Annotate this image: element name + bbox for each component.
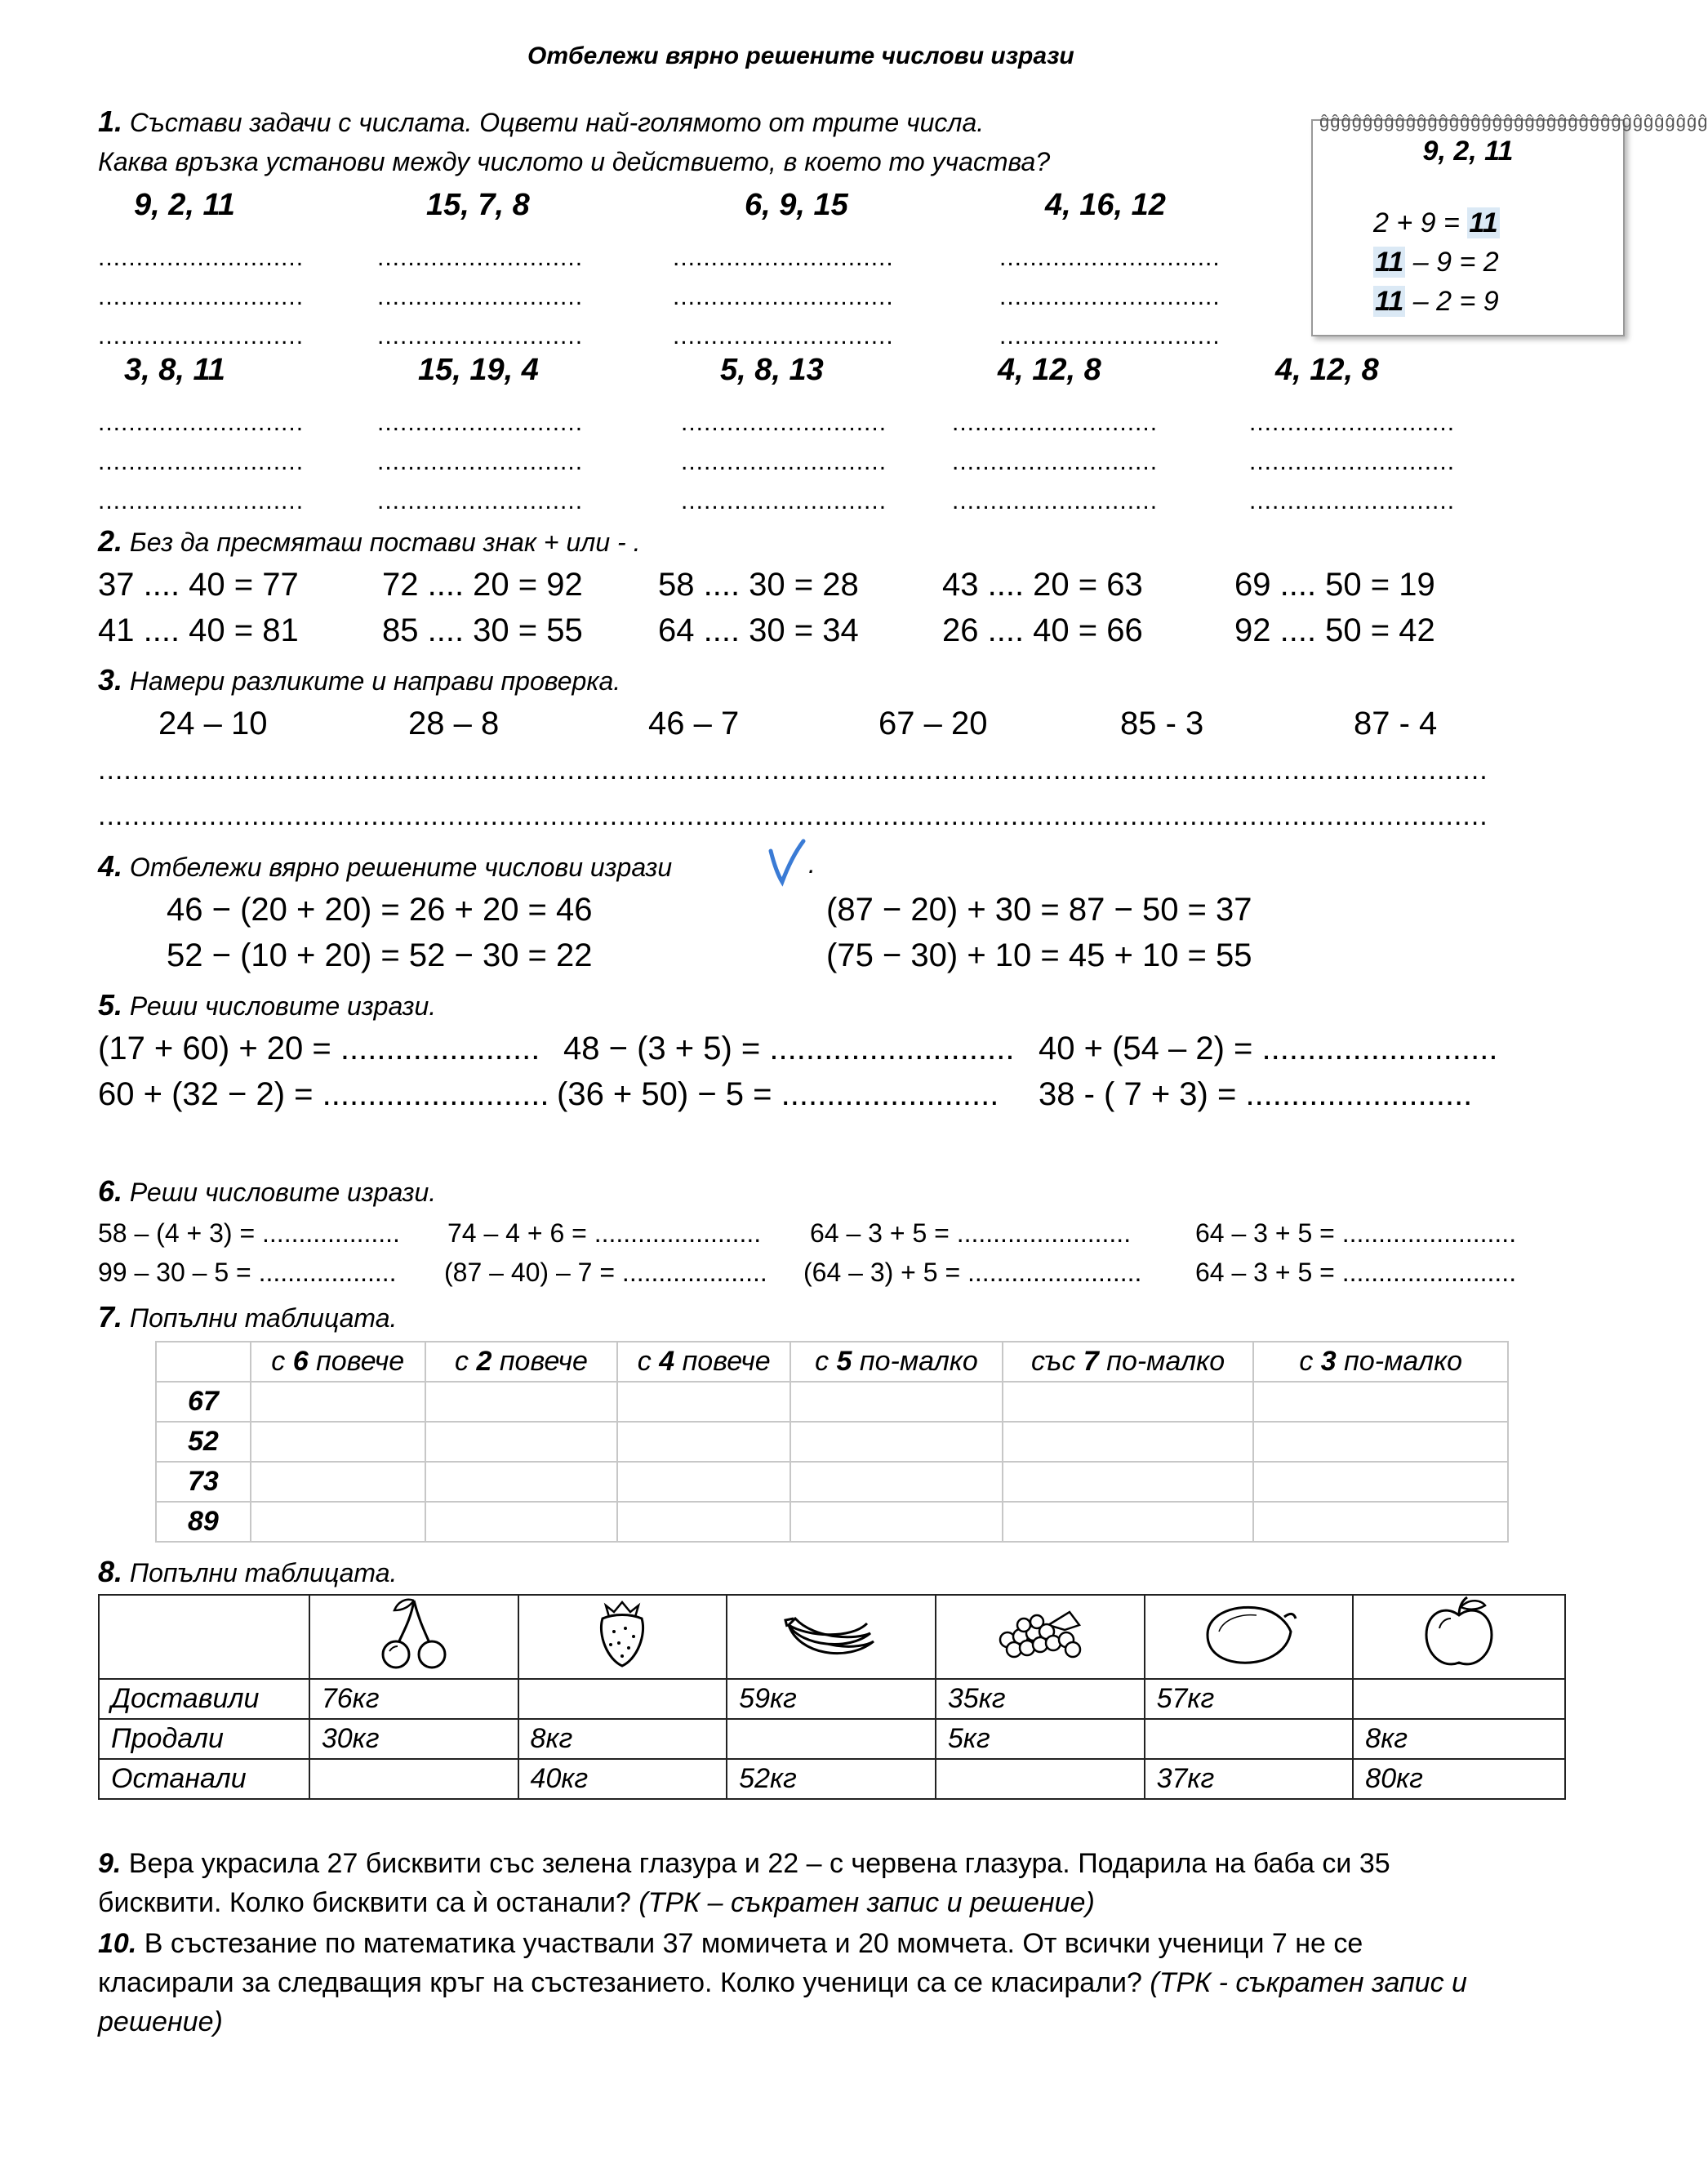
task7-text: Попълни таблицата. xyxy=(129,1303,398,1333)
task9-problem xyxy=(98,1844,1390,1922)
task10-line xyxy=(98,1924,1467,1963)
task8-text: Попълни таблицата. xyxy=(129,1558,398,1587)
answer-line: ............................. xyxy=(999,283,1221,310)
table-cell[interactable] xyxy=(936,1759,1145,1799)
sign-equation: 43 .... 20 = 63 xyxy=(942,567,1143,603)
difference-item: 46 – 7 xyxy=(648,706,740,741)
table-cell[interactable]: 59кг xyxy=(727,1679,936,1719)
table-corner-cell xyxy=(156,1342,251,1382)
expression-item: (87 – 40) – 7 = .................... xyxy=(444,1258,767,1287)
answer-line: ........................... xyxy=(952,488,1159,514)
example-note-card xyxy=(1311,111,1708,336)
task1-text-1: Състави задачи с числата. Оцвети най-голямото от трите числа. xyxy=(129,108,985,137)
table-cell[interactable] xyxy=(1353,1679,1565,1719)
answer-line: ............................. xyxy=(673,244,894,271)
answer-line: ........................... xyxy=(1249,448,1456,475)
sign-equation: 64 .... 30 = 34 xyxy=(658,612,859,648)
answer-line: ........................... xyxy=(98,323,305,350)
table-cell[interactable] xyxy=(1145,1719,1354,1759)
answer-cell[interactable] xyxy=(617,1462,790,1502)
example-line xyxy=(1373,247,1499,278)
answer-cell[interactable] xyxy=(251,1382,425,1422)
table-cell[interactable]: 8кг xyxy=(1353,1719,1565,1759)
answer-lines xyxy=(681,403,887,521)
difference-item: 28 – 8 xyxy=(408,706,500,741)
task3-heading xyxy=(98,663,620,697)
row-header: 89 xyxy=(156,1502,251,1542)
answer-lines xyxy=(673,238,894,356)
task5-text: Реши числовите изрази. xyxy=(129,991,437,1021)
answer-cell[interactable] xyxy=(1003,1422,1254,1462)
sign-equation: 85 .... 30 = 55 xyxy=(382,612,583,648)
answer-cell[interactable] xyxy=(1253,1502,1508,1542)
answer-cell[interactable] xyxy=(790,1382,1003,1422)
expression-item: 48 − (3 + 5) = ........................... xyxy=(563,1031,1015,1066)
task7-heading xyxy=(98,1300,397,1334)
answer-cell[interactable] xyxy=(790,1462,1003,1502)
expression-item: (17 + 60) + 20 = ...................... xyxy=(98,1031,540,1066)
task10-problem xyxy=(98,1924,1467,2042)
answer-cell[interactable] xyxy=(617,1422,790,1462)
answer-cell[interactable] xyxy=(1253,1422,1508,1462)
answer-line: ................................................................................................................................................................... xyxy=(98,755,1488,786)
example-highlight: 11 xyxy=(1375,286,1404,317)
apple-icon xyxy=(1420,1596,1498,1671)
task4-period: . xyxy=(808,849,816,879)
triplet: 9, 2, 11 xyxy=(134,188,235,222)
triplet: 15, 19, 4 xyxy=(418,353,539,387)
task9-number: 9. xyxy=(98,1848,122,1879)
answer-cell[interactable] xyxy=(425,1422,618,1462)
bananas-icon xyxy=(782,1601,880,1666)
expression-item: (36 + 50) − 5 = ........................ xyxy=(557,1076,999,1112)
grapes-icon xyxy=(991,1601,1089,1666)
table-cell[interactable]: 37кг xyxy=(1145,1759,1354,1799)
answer-lines xyxy=(1249,403,1455,521)
example-highlight: 11 xyxy=(1375,247,1404,278)
answer-line: ........................... xyxy=(1249,409,1456,436)
checkmark-icon xyxy=(766,836,808,888)
row-header: 67 xyxy=(156,1382,251,1422)
answer-lines xyxy=(98,238,304,356)
answer-line: ........................... xyxy=(377,409,584,436)
answer-cell[interactable] xyxy=(617,1502,790,1542)
cherries-icon xyxy=(373,1596,455,1671)
sign-equation: 69 .... 50 = 19 xyxy=(1234,567,1435,603)
answer-line: ........................... xyxy=(98,244,305,271)
table-row xyxy=(99,1679,1565,1719)
answer-line: ........................... xyxy=(952,409,1159,436)
table-row xyxy=(156,1382,1508,1422)
answer-line: ........................... xyxy=(98,488,305,514)
table-cell[interactable]: 35кг xyxy=(936,1679,1145,1719)
table-cell[interactable] xyxy=(518,1679,727,1719)
example-highlight: 11 xyxy=(1469,207,1498,238)
difference-item: 67 – 20 xyxy=(878,706,988,741)
answer-line: ........................... xyxy=(681,448,887,475)
task2-heading xyxy=(98,524,640,559)
example-text: – 2 = 9 xyxy=(1405,286,1499,317)
expression-item: 60 + (32 − 2) = ......................... xyxy=(98,1076,549,1112)
table-cell[interactable]: 5кг xyxy=(936,1719,1145,1759)
table-cell[interactable]: 40кг xyxy=(518,1759,727,1799)
task5-number: 5. xyxy=(98,988,123,1022)
expression-item: 99 – 30 – 5 = ................... xyxy=(98,1258,397,1287)
task3-text: Намери разликите и направи проверка. xyxy=(129,666,621,696)
answer-line: ........................... xyxy=(952,448,1159,475)
table-cell[interactable]: 57кг xyxy=(1145,1679,1354,1719)
expression-item: (64 – 3) + 5 = ........................ xyxy=(803,1258,1142,1287)
task7-number: 7. xyxy=(98,1300,123,1334)
expression-item: 38 - ( 7 + 3) = ......................... xyxy=(1039,1076,1473,1112)
task6-heading xyxy=(98,1174,436,1209)
table-row xyxy=(156,1502,1508,1542)
task1-text-2: Каква връзка установи между числото и действието, в което то участва? xyxy=(98,147,1051,176)
answer-cell[interactable] xyxy=(1003,1502,1254,1542)
row-header: Продали xyxy=(99,1719,309,1759)
expression-item: 64 – 3 + 5 = ........................ xyxy=(1195,1258,1517,1287)
answer-line: ........................... xyxy=(681,409,887,436)
answer-line: ............................. xyxy=(673,283,894,310)
task10-text: класирали за следващия кръг на състезанието. Колко ученици са се класирали? xyxy=(98,1967,1150,1998)
answer-cell[interactable] xyxy=(1003,1462,1254,1502)
difference-item: 85 - 3 xyxy=(1120,706,1204,741)
fruit-header-row xyxy=(99,1595,1565,1679)
difference-item: 24 – 10 xyxy=(158,706,268,741)
answer-cell[interactable] xyxy=(251,1462,425,1502)
task4-number: 4. xyxy=(98,849,123,883)
task1-number: 1. xyxy=(98,105,123,138)
table-row xyxy=(156,1422,1508,1462)
task9-hint: (ТРК – съкратен запис и решение) xyxy=(638,1887,1095,1918)
column-header: с 3 по-малко xyxy=(1253,1342,1508,1382)
triplet: 15, 7, 8 xyxy=(426,188,530,222)
task2-number: 2. xyxy=(98,524,123,558)
task9-line xyxy=(98,1844,1390,1883)
task10-hint: (ТРК - съкратен запис и xyxy=(1150,1967,1467,1998)
row-header: 52 xyxy=(156,1422,251,1462)
table-cell[interactable]: 8кг xyxy=(518,1719,727,1759)
sign-equation: 58 .... 30 = 28 xyxy=(658,567,859,603)
answer-line: ........................... xyxy=(681,488,887,514)
answer-lines xyxy=(377,238,583,356)
fruit-cell xyxy=(309,1595,518,1679)
expression-item: 52 − (10 + 20) = 52 − 30 = 22 xyxy=(167,937,593,973)
answer-line: ............................. xyxy=(999,244,1221,271)
expression-item: (87 − 20) + 30 = 87 − 50 = 37 xyxy=(826,892,1252,928)
task7-table xyxy=(155,1341,1509,1543)
answer-line: ................................................................................................................................................................... xyxy=(98,800,1488,831)
task10-number: 10. xyxy=(98,1928,137,1959)
task9-text: бисквити. Колко бисквити са ѝ останали? xyxy=(98,1887,639,1918)
fruit-cell xyxy=(518,1595,727,1679)
table-header-row xyxy=(156,1342,1508,1382)
sign-equation: 37 .... 40 = 77 xyxy=(98,567,299,603)
answer-cell[interactable] xyxy=(1253,1462,1508,1502)
task6-number: 6. xyxy=(98,1174,123,1208)
task10-hint: решение) xyxy=(98,2006,223,2037)
task9-line xyxy=(98,1883,1390,1922)
answer-cell[interactable] xyxy=(617,1382,790,1422)
table-cell[interactable]: 76кг xyxy=(309,1679,518,1719)
table-corner-cell xyxy=(99,1595,309,1679)
task5-heading xyxy=(98,988,436,1022)
task4-heading xyxy=(98,849,672,884)
answer-cell[interactable] xyxy=(790,1422,1003,1462)
column-header: с 4 повече xyxy=(617,1342,790,1382)
sign-equation: 26 .... 40 = 66 xyxy=(942,612,1143,648)
task10-line xyxy=(98,2002,1467,2042)
task8-table xyxy=(98,1594,1566,1800)
column-header: със 7 по-малко xyxy=(1003,1342,1254,1382)
answer-line: ........................... xyxy=(377,448,584,475)
task6-text: Реши числовите изрази. xyxy=(129,1178,437,1207)
answer-cell[interactable] xyxy=(1003,1382,1254,1422)
table-row xyxy=(99,1759,1565,1799)
sign-equation: 72 .... 20 = 92 xyxy=(382,567,583,603)
answer-line: ............................. xyxy=(673,323,894,350)
answer-line: ........................... xyxy=(377,283,584,310)
fruit-cell xyxy=(936,1595,1145,1679)
expression-item: 74 – 4 + 6 = ....................... xyxy=(447,1218,762,1248)
answer-line: ............................. xyxy=(999,323,1221,350)
sign-equation: 41 .... 40 = 81 xyxy=(98,612,299,648)
example-text: – 9 = 2 xyxy=(1405,247,1499,278)
column-header: с 6 повече xyxy=(251,1342,425,1382)
answer-line: ........................... xyxy=(98,409,305,436)
strawberry-icon xyxy=(589,1596,655,1671)
answer-line: ........................... xyxy=(1249,488,1456,514)
table-cell[interactable]: 30кг xyxy=(309,1719,518,1759)
table-row xyxy=(156,1462,1508,1502)
triplet: 3, 8, 11 xyxy=(124,353,225,387)
task8-heading xyxy=(98,1555,397,1589)
difference-item: 87 - 4 xyxy=(1354,706,1438,741)
answer-cell[interactable] xyxy=(251,1422,425,1462)
column-header: с 5 по-малко xyxy=(790,1342,1003,1382)
example-line xyxy=(1373,286,1499,318)
row-header: 73 xyxy=(156,1462,251,1502)
example-text: 2 + 9 = xyxy=(1373,207,1468,238)
triplet: 4, 16, 12 xyxy=(1045,188,1166,222)
task8-number: 8. xyxy=(98,1555,123,1588)
fruit-cell xyxy=(727,1595,936,1679)
answer-lines xyxy=(952,403,1158,521)
task4-text: Отбележи вярно решените числови изрази xyxy=(129,853,673,882)
lemon-icon xyxy=(1199,1599,1297,1668)
expression-item: (75 − 30) + 10 = 45 + 10 = 55 xyxy=(826,937,1252,973)
task10-text: В състезание по математика участвали 37 момичета и 20 момчета. От всички ученици 7 не се xyxy=(136,1928,1363,1959)
row-header: Останали xyxy=(99,1759,309,1799)
answer-line: ........................... xyxy=(98,448,305,475)
triplet: 4, 12, 8 xyxy=(998,353,1101,387)
table-cell[interactable]: 52кг xyxy=(727,1759,936,1799)
triplet: 4, 12, 8 xyxy=(1275,353,1379,387)
fruit-cell xyxy=(1353,1595,1565,1679)
answer-cell[interactable] xyxy=(251,1502,425,1542)
answer-cell[interactable] xyxy=(425,1462,618,1502)
fruit-cell xyxy=(1145,1595,1354,1679)
table-cell[interactable] xyxy=(727,1719,936,1759)
task10-line xyxy=(98,1963,1467,2002)
expression-item: 64 – 3 + 5 = ........................ xyxy=(1195,1218,1517,1248)
expression-item: 40 + (54 – 2) = .......................... xyxy=(1039,1031,1498,1066)
table-cell[interactable]: 80кг xyxy=(1353,1759,1565,1799)
sign-equation: 92 .... 50 = 42 xyxy=(1234,612,1435,648)
expression-item: 46 − (20 + 20) = 26 + 20 = 46 xyxy=(167,892,593,928)
table-row xyxy=(99,1719,1565,1759)
expression-item: 64 – 3 + 5 = ........................ xyxy=(810,1218,1132,1248)
task1-line1 xyxy=(98,105,984,139)
row-header: Доставили xyxy=(99,1679,309,1719)
example-line xyxy=(1373,207,1500,239)
answer-lines xyxy=(98,403,304,521)
answer-cell[interactable] xyxy=(790,1502,1003,1542)
answer-line: ........................... xyxy=(377,244,584,271)
answer-cell[interactable] xyxy=(1253,1382,1508,1422)
example-title: 9, 2, 11 xyxy=(1422,136,1514,167)
task9-text: Вера украсила 27 бисквити със зелена глазура и 22 – с червена глазура. Подарила на баба си 35 xyxy=(121,1848,1390,1879)
triplet: 6, 9, 15 xyxy=(745,188,848,222)
table-cell[interactable] xyxy=(309,1759,518,1799)
answer-cell[interactable] xyxy=(425,1502,618,1542)
answer-lines xyxy=(377,403,583,521)
answer-line: ........................... xyxy=(377,488,584,514)
answer-line: ........................... xyxy=(377,323,584,350)
page-title: Отбележи вярно решените числови изрази xyxy=(527,42,1074,69)
triplet: 5, 8, 13 xyxy=(720,353,824,387)
answer-lines xyxy=(999,238,1221,356)
column-header: с 2 повече xyxy=(425,1342,618,1382)
task3-number: 3. xyxy=(98,663,123,697)
spiral-binding-icon: ĝĝĝĝĝĝĝĝĝĝĝĝĝĝĝĝĝĝĝĝĝĝĝĝĝĝĝĝĝĝĝĝĝĝĝĝ xyxy=(1319,111,1708,131)
expression-item: 58 – (4 + 3) = ................... xyxy=(98,1218,400,1248)
answer-line: ........................... xyxy=(98,283,305,310)
answer-cell[interactable] xyxy=(425,1382,618,1422)
task2-text: Без да пресмяташ постави знак + или - . xyxy=(129,528,641,557)
